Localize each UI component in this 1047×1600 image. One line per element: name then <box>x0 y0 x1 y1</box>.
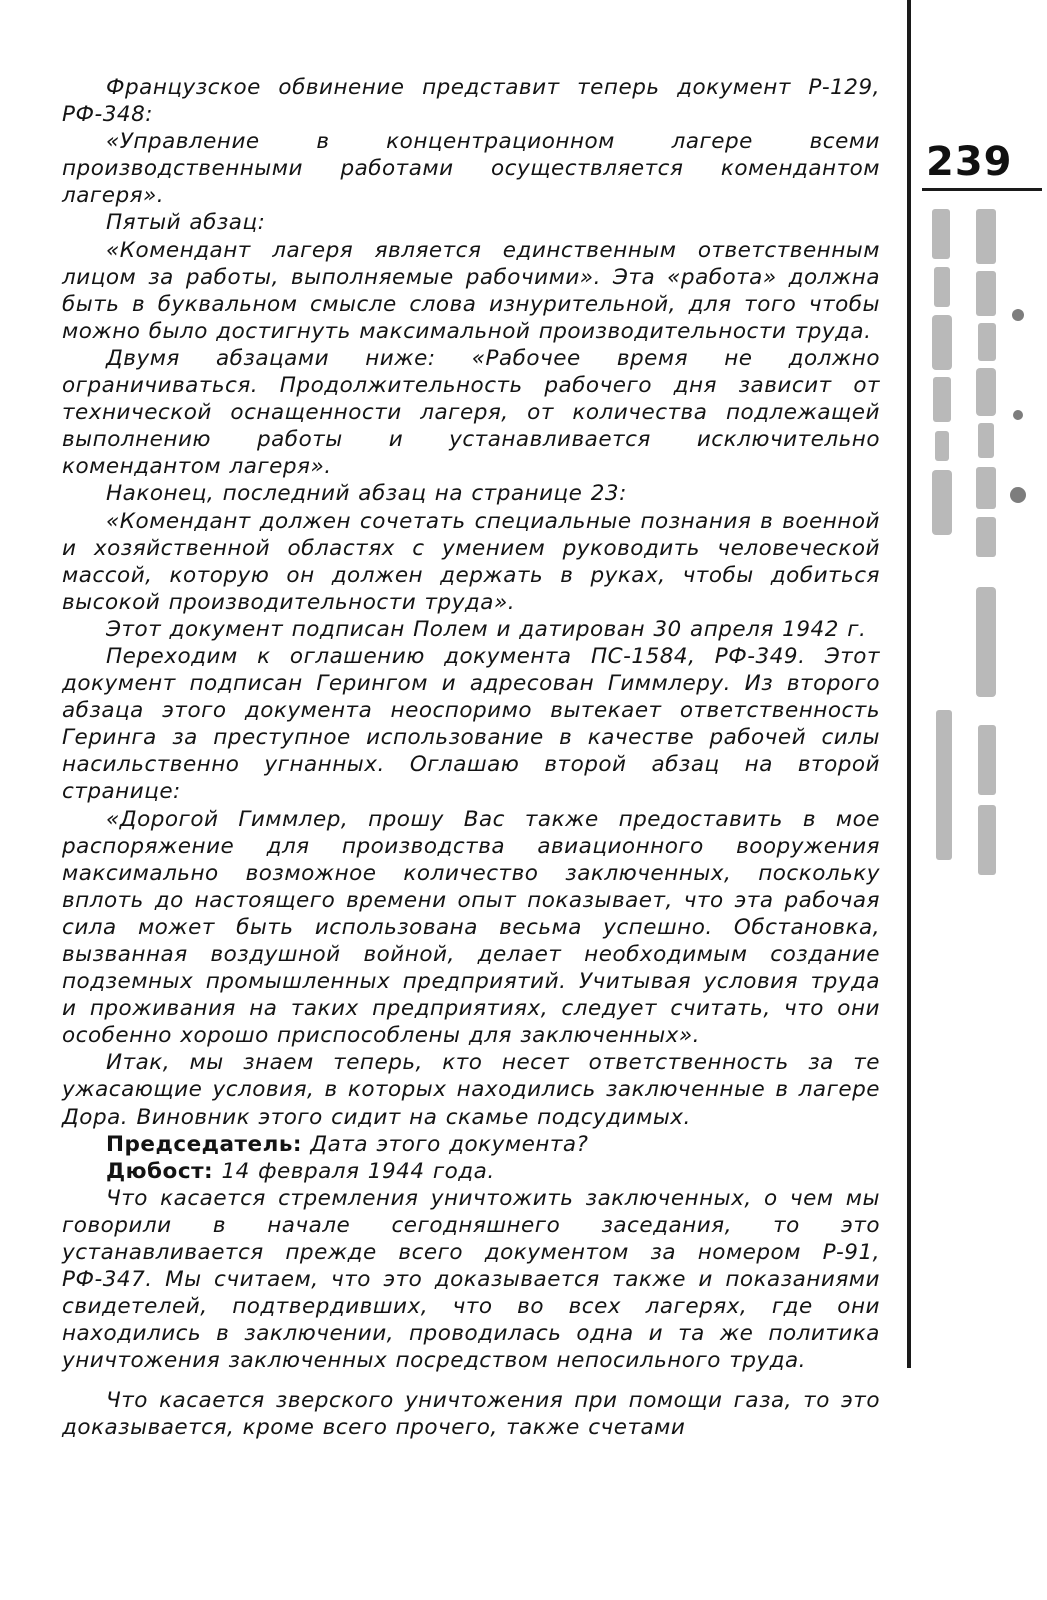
paragraph: Итак, мы знаем теперь, кто несет ответственность за те ужасающие условия, в которых находились заключенные в лагере Дора. Виновник этого сидит на скамье подсудимых. <box>62 1050 880 1130</box>
quote-paragraph: «Управление в концентрационном лагере всеми производственными работами осуществляется комендантом лагеря». <box>62 129 880 209</box>
paragraph: Французское обвинение представит теперь документ Р-129, РФ-348: <box>62 75 880 128</box>
dialogue-text: Дата этого документа? <box>310 1131 589 1157</box>
paragraph: Пятый абзац: <box>106 210 266 236</box>
dialogue-text: 14 февраля 1944 года. <box>221 1158 495 1184</box>
paragraph: Переходим к оглашению документа ПС-1584, РФ-349. Этот документ подписан Герингом и адресован Гиммлеру. Из второго абзаца этого документа неоспоримо вытекает ответственность Геринга за преступное использование в качестве рабочей силы насильственно угнанных. Оглашаю второй абзац на второй странице: <box>62 643 880 805</box>
dialogue-line <box>62 1131 880 1158</box>
paragraph: Двумя абзацами ниже: «Рабочее время не должно ограничиваться. Продолжительность рабочего дня зависит от технической оснащенности лагеря, от количества подлежащей выполнению работы и устанавливается исключительно комендантом лагеря». <box>62 345 880 480</box>
margin-vertical-rule <box>907 0 911 1368</box>
speaker-name: Председатель: <box>106 1131 303 1157</box>
dialogue-line <box>62 1158 880 1185</box>
quote-paragraph: «Комендант должен сочетать специальные познания в военной и хозяйственной областях с умением руководить человеческой массой, которую он должен держать в руках, чтобы добиться высокой производительности труда». <box>62 508 880 615</box>
quote-paragraph: «Комендант лагеря является единственным ответственным лицом за работы, выполняемые рабочими». Эта «работа» должна быть в буквальном смысле слова изнурительной, для того чтобы можно было достигнуть максимальной производительности труда. <box>62 237 880 344</box>
paragraph: Что касается зверского уничтожения при помощи газа, то это доказывается, кроме всего прочего, также счетами <box>62 1387 880 1440</box>
paragraph: Наконец, последний абзац на странице 23: <box>106 481 627 507</box>
running-title-faded-print <box>930 205 1030 885</box>
running-title <box>930 205 1030 885</box>
page-number: 239 <box>926 139 1013 185</box>
quote-paragraph: «Дорогой Гиммлер, прошу Вас также предоставить в мое распоряжение для производства авиационного вооружения максимально возможное количество заключенных, поскольку вплоть до настоящего времени опыт показывает, что эта рабочая сила может быть использована весьма успешно. Обстановка, вызванная воздушной войной, делает необходимым создание подземных промышленных предприятий. Учитывая условия труда и проживания на таких предприятиях, следует считать, что они особенно хорошо приспособлены для заключенных». <box>62 806 880 1049</box>
paragraph: Этот документ подписан Полем и датирован 30 апреля 1942 г. <box>106 616 867 642</box>
paragraph: Что касается стремления уничтожить заключенных, о чем мы говорили в начале сегодняшнего заседания, то это устанавливается прежде всего документом за номером Р-91, РФ-347. Мы считаем, что это доказывается также и показаниями свидетелей, подтвердивших, что во всех лагерях, где они находились в заключении, проводилась одна и та же политика уничтожения заключенных посредством непосильного труда. <box>62 1185 880 1374</box>
body-text <box>62 74 880 1441</box>
page-number-underline <box>922 188 1042 191</box>
speaker-name: Дюбост: <box>106 1158 214 1184</box>
